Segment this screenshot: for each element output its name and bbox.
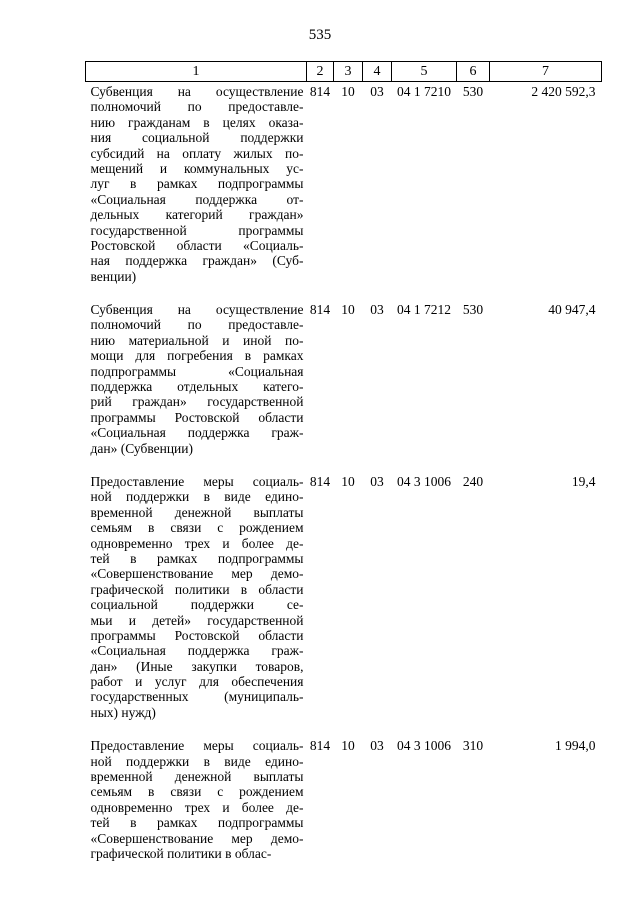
- row-code-section: 10: [341, 473, 355, 489]
- header-col-2: 2: [307, 62, 334, 82]
- row-code-ministry: 814: [309, 302, 331, 318]
- table-body: [86, 82, 602, 878]
- description-line: ния социальной поддержки: [90, 130, 304, 146]
- description-line: социальной поддержки се-: [90, 597, 304, 613]
- description-line: подпрограммы «Социальная: [90, 363, 304, 379]
- description-line: программы Ростовской области: [90, 627, 304, 643]
- description-line: графической политики в облас-: [90, 845, 272, 861]
- row-code-subsection: 03: [370, 302, 384, 318]
- description-line: Субвенция на осуществление: [90, 84, 304, 99]
- row-code-expense-type: 240: [462, 473, 484, 489]
- description-line: ная поддержка граждан» (Суб-: [90, 253, 304, 269]
- row-description: [86, 736, 307, 877]
- row-description: [86, 82, 307, 301]
- description-line: «Социальная поддержка от-: [90, 191, 304, 207]
- description-line: графической политики в области: [90, 581, 304, 597]
- table-row: [86, 736, 602, 877]
- row-description: [86, 300, 307, 472]
- budget-table: [85, 61, 602, 877]
- description-line: нию материальной и иной по-: [90, 332, 304, 348]
- row-code-section: 10: [341, 84, 355, 99]
- description-line: мещений и коммунальных ус-: [90, 160, 304, 176]
- description-line: ной поддержки в виде едино-: [90, 489, 304, 505]
- row-code-subsection: 03: [370, 84, 384, 99]
- row-amount: 1 994,0: [555, 738, 596, 754]
- description-line: полномочий по предоставле-: [90, 317, 304, 333]
- page-number: 535: [308, 27, 332, 43]
- header-col-1: 1: [86, 62, 307, 82]
- description-line: «Социальная поддержка граж-: [90, 425, 304, 441]
- description-line: тей в рамках подпрограммы: [90, 815, 304, 831]
- description-line: временной денежной выплаты: [90, 769, 304, 785]
- row-amount: 2 420 592,3: [531, 84, 596, 99]
- description-line: субсидий на оплату жилых по-: [90, 145, 304, 161]
- description-line: временной денежной выплаты: [90, 504, 304, 520]
- description-line: нию гражданам в целях оказа-: [90, 114, 304, 130]
- description-line: «Социальная поддержка граж-: [90, 643, 304, 659]
- row-amount: 40 947,4: [548, 302, 596, 318]
- table-row: [86, 472, 602, 736]
- row-code-expense-type: 310: [462, 738, 484, 754]
- row-code-section: 10: [341, 738, 355, 754]
- description-line: луг в рамках подпрограммы: [90, 176, 304, 192]
- row-code-expense-type: 530: [462, 84, 484, 99]
- header-col-7: 7: [490, 62, 602, 82]
- table-row: [86, 82, 602, 301]
- description-line: государственной программы: [90, 222, 304, 238]
- description-line: Ростовской области «Социаль-: [90, 237, 304, 253]
- row-code-section: 10: [341, 302, 355, 318]
- description-line: дельных категорий граждан»: [90, 207, 304, 223]
- header-col-4: 4: [363, 62, 392, 82]
- header-col-3: 3: [334, 62, 363, 82]
- description-line: мьи и детей» государственной: [90, 612, 304, 628]
- table-header: [86, 62, 602, 82]
- row-code-expense-type: 530: [462, 302, 484, 318]
- description-line: ной поддержки в виде едино-: [90, 753, 304, 769]
- row-code-ministry: 814: [309, 84, 331, 99]
- description-line: «Совершенствование мер демо-: [90, 566, 304, 582]
- header-row: [86, 62, 602, 82]
- description-line: программы Ростовской области: [90, 409, 304, 425]
- header-col-6: 6: [457, 62, 490, 82]
- row-code-subsection: 03: [370, 738, 384, 754]
- description-line: поддержка отдельных катего-: [90, 379, 304, 395]
- description-line: «Совершенствование мер демо-: [90, 830, 304, 846]
- description-line: Предоставление меры социаль-: [90, 738, 304, 754]
- description-line: рий граждан» государственной: [90, 394, 304, 410]
- row-code-target: 04 3 1006: [397, 738, 451, 754]
- description-line: дан» (Субвенции): [90, 440, 193, 456]
- description-line: мощи для погребения в рамках: [90, 348, 304, 364]
- header-col-5: 5: [392, 62, 457, 82]
- row-code-ministry: 814: [309, 738, 331, 754]
- description-line: семьям в связи с рождением: [90, 520, 304, 536]
- description-line: тей в рамках подпрограммы: [90, 550, 304, 566]
- row-code-subsection: 03: [370, 473, 384, 489]
- description-line: ных) нужд): [90, 704, 156, 720]
- description-line: Предоставление меры социаль-: [90, 473, 304, 489]
- description-line: семьям в связи с рождением: [90, 784, 304, 800]
- description-line: одновременно трех и более де-: [90, 535, 304, 551]
- description-line: полномочий по предоставле-: [90, 99, 304, 115]
- table-row: [86, 300, 602, 472]
- row-description: [86, 472, 307, 736]
- description-line: Субвенция на осуществление: [90, 302, 304, 318]
- row-code-ministry: 814: [309, 473, 331, 489]
- description-line: государственных (муниципаль-: [90, 689, 304, 705]
- description-line: одновременно трех и более де-: [90, 799, 304, 815]
- row-code-target: 04 1 7210: [397, 84, 451, 99]
- row-amount: 19,4: [571, 473, 596, 489]
- row-code-target: 04 1 7212: [397, 302, 451, 318]
- description-line: работ и услуг для обеспечения: [90, 674, 304, 690]
- description-line: венции): [90, 268, 137, 284]
- description-line: дан» (Иные закупки товаров,: [90, 658, 304, 674]
- row-code-target: 04 3 1006: [397, 473, 451, 489]
